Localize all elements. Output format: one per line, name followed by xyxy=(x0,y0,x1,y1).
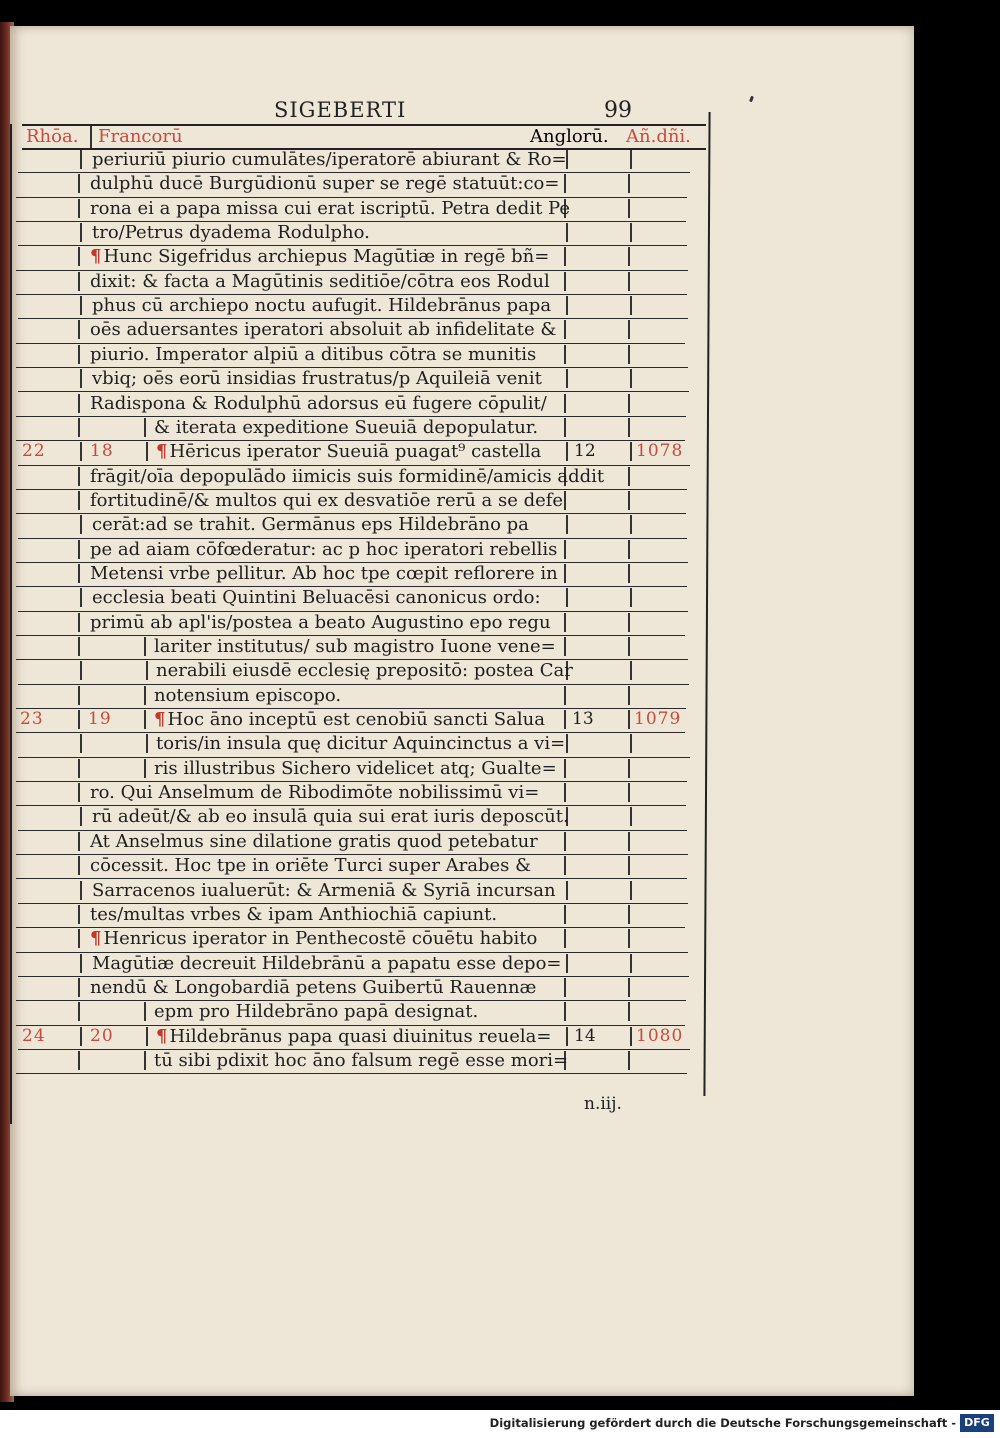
cell-rule xyxy=(628,394,630,413)
row-text xyxy=(90,563,558,585)
row-text xyxy=(154,636,556,658)
cell-rule xyxy=(144,759,146,778)
cell-rule xyxy=(566,588,568,607)
table-row xyxy=(16,781,686,806)
row-text-content: Hēricus iperator Sueuiā puagat⁹ castella xyxy=(169,441,542,463)
table-row xyxy=(18,586,688,611)
cell-rule xyxy=(628,929,630,948)
cell-rule xyxy=(78,418,80,437)
cell-rule xyxy=(564,1002,566,1021)
row-text-content: ris illustribus Sichero videlicet atq; Gualte= xyxy=(154,757,557,779)
cell-rule xyxy=(564,174,566,193)
table-row xyxy=(16,1000,685,1025)
row-text-content: tes/multas vrbes & ipam Anthiochiā capiunt. xyxy=(90,903,498,925)
row-text xyxy=(156,441,541,463)
cell-rule xyxy=(628,832,630,851)
row-text-content: & iterata expeditione Sueuiā depopulatur. xyxy=(154,416,539,438)
cell-rule xyxy=(628,418,630,437)
cell-rule xyxy=(564,613,566,632)
cell-rule xyxy=(146,661,148,680)
table-row xyxy=(16,927,688,952)
cell-rule xyxy=(78,491,80,510)
cell-rule xyxy=(78,345,80,364)
cell-rule xyxy=(628,1051,630,1070)
cell-rule xyxy=(78,686,80,705)
table-row xyxy=(18,805,687,830)
table-row xyxy=(18,294,688,319)
table-row xyxy=(16,197,686,222)
anno-domini: 1079 xyxy=(634,709,682,730)
cell-rule xyxy=(78,540,80,559)
table-row xyxy=(16,830,688,855)
cell-rule xyxy=(78,905,80,924)
table-row xyxy=(16,343,688,368)
row-text-content: Radispona & Rodulphū adorsus eū fugere cōpulit/ xyxy=(90,392,547,414)
row-text xyxy=(90,831,538,853)
row-text-content: fortitudinē/& multos qui ex desvatiōe rerū a se defe xyxy=(90,489,564,511)
cell-rule xyxy=(78,199,80,218)
row-text xyxy=(90,173,559,195)
table-row xyxy=(16,757,687,782)
cell-rule xyxy=(78,783,80,802)
running-title: SIGEBERTI xyxy=(274,98,407,122)
row-text xyxy=(92,587,541,609)
row-text-content: piurio. Imperator alpiū a ditibus cōtra se munitis xyxy=(90,343,537,365)
cell-rule xyxy=(564,637,566,656)
table-row xyxy=(16,1049,687,1074)
cell-rule xyxy=(628,978,630,997)
table-header xyxy=(22,124,706,150)
table-row xyxy=(18,367,689,392)
table-row xyxy=(18,221,687,246)
cell-rule xyxy=(566,369,568,388)
cell-rule xyxy=(144,1051,146,1070)
cell-rule xyxy=(628,467,630,486)
cell-rule xyxy=(628,613,630,632)
row-text-content: Hildebrānus papa quasi diuinitus reuela= xyxy=(169,1025,552,1047)
signature-mark: n.iij. xyxy=(584,1094,622,1114)
cell-rule xyxy=(564,856,566,875)
cell-rule xyxy=(78,174,80,193)
table-row xyxy=(16,245,688,270)
cell-rule xyxy=(80,150,82,169)
ink-speck xyxy=(749,96,754,103)
anglorum-year: 13 xyxy=(572,709,594,730)
header-anni-domini: Añ.dñi. xyxy=(626,126,691,147)
pilcrow-icon: ¶ xyxy=(90,246,102,268)
cell-rule xyxy=(564,832,566,851)
row-text xyxy=(154,1001,478,1023)
row-text xyxy=(90,466,604,488)
cell-rule xyxy=(630,807,632,826)
table-row xyxy=(18,879,688,904)
cell-rule xyxy=(78,272,80,291)
cell-rule xyxy=(628,1002,630,1021)
cell-rule xyxy=(564,783,566,802)
cell-rule xyxy=(78,929,80,948)
row-text-content: pe ad aiam cōfœderatur: ac p hoc iperatori rebellis xyxy=(90,538,558,560)
row-text xyxy=(156,660,573,682)
cell-rule xyxy=(630,1027,632,1046)
cell-rule xyxy=(146,442,148,461)
row-text-content: phus cū archiepo noctu aufugit. Hildebrānus papa xyxy=(92,295,552,317)
header-rhoa: Rhōa. xyxy=(26,126,79,147)
column-divider xyxy=(90,126,92,148)
cell-rule xyxy=(564,247,566,266)
row-text-content: Hunc Sigefridus archiepus Magūtiæ in regē bñ= xyxy=(103,246,550,268)
cell-rule xyxy=(566,442,568,461)
cell-rule xyxy=(630,661,632,680)
row-text xyxy=(92,295,551,317)
row-text-content: toris/in insula quę dicitur Aquincinctus a vi= xyxy=(156,733,566,755)
cell-rule xyxy=(78,247,80,266)
cell-rule xyxy=(628,247,630,266)
cell-rule xyxy=(78,1051,80,1070)
row-text xyxy=(90,246,549,268)
cell-rule xyxy=(564,564,566,583)
row-text xyxy=(92,514,529,536)
row-text xyxy=(90,319,556,341)
francorum-year: 20 xyxy=(90,1025,114,1046)
cell-rule xyxy=(630,588,632,607)
anglorum-year: 12 xyxy=(574,441,596,462)
row-text-content: lariter institutus/ sub magistro Iuone vene= xyxy=(154,636,556,657)
table-row xyxy=(16,489,686,514)
row-text-content: cōcessit. Hoc tpe in oriēte Turci super Arabes & xyxy=(90,855,532,877)
cell-rule xyxy=(80,369,82,388)
footer-bar xyxy=(0,1410,1000,1438)
cell-rule xyxy=(628,345,630,364)
row-text xyxy=(154,1050,568,1072)
table-row xyxy=(18,148,690,173)
row-text-content: At Anselmus sine dilatione gratis quod petebatur xyxy=(90,830,538,852)
row-text-content: nerabili eiusdē ecclesię prepositō: postea Car xyxy=(156,660,573,682)
cell-rule xyxy=(80,296,82,315)
cell-rule xyxy=(78,613,80,632)
row-text xyxy=(90,393,547,415)
cell-rule xyxy=(80,588,82,607)
cell-rule xyxy=(78,759,80,778)
row-text-content: Hoc āno inceptū est cenobiū sancti Salua xyxy=(167,709,545,731)
cell-rule xyxy=(564,272,566,291)
rhoa-year: 24 xyxy=(22,1025,46,1046)
cell-rule xyxy=(566,734,568,753)
cell-rule xyxy=(78,467,80,486)
cell-rule xyxy=(78,978,80,997)
anno-domini: 1080 xyxy=(636,1025,684,1046)
table-row xyxy=(18,440,690,465)
cell-rule xyxy=(628,759,630,778)
cell-rule xyxy=(80,807,82,826)
cell-rule xyxy=(564,345,566,364)
row-text-content: Henricus iperator in Penthecostē cōuētu habito xyxy=(103,928,538,950)
row-text-content: oēs aduersantes iperatori absoluit ab infidelitate & xyxy=(90,319,557,341)
row-text xyxy=(156,733,565,755)
cell-rule xyxy=(564,320,566,339)
row-text xyxy=(154,758,557,780)
row-text-content: ecclesia beati Quintini Beluacēsi canonicus ordo: xyxy=(92,587,541,609)
cell-rule xyxy=(564,710,566,729)
row-text xyxy=(154,417,538,439)
cell-rule xyxy=(630,734,632,753)
row-text xyxy=(92,880,556,902)
cell-rule xyxy=(628,320,630,339)
cell-rule xyxy=(564,929,566,948)
row-text xyxy=(90,490,563,512)
cell-rule xyxy=(566,515,568,534)
table-row xyxy=(16,562,687,587)
cell-rule xyxy=(628,686,630,705)
row-text xyxy=(90,977,536,999)
cell-rule xyxy=(628,272,630,291)
table-row xyxy=(16,976,686,1001)
row-text xyxy=(90,612,551,634)
cell-rule xyxy=(628,783,630,802)
cell-rule xyxy=(564,686,566,705)
cell-rule xyxy=(78,394,80,413)
cell-rule xyxy=(80,661,82,680)
cell-rule xyxy=(144,686,146,705)
pilcrow-icon: ¶ xyxy=(156,441,168,463)
cell-rule xyxy=(78,832,80,851)
cell-rule xyxy=(144,710,146,729)
cell-rule xyxy=(630,881,632,900)
cell-rule xyxy=(566,223,568,242)
cell-rule xyxy=(80,442,82,461)
cell-rule xyxy=(144,418,146,437)
cell-rule xyxy=(564,540,566,559)
row-text-content: nendū & Longobardiā petens Guibertū Rauennæ xyxy=(90,976,537,998)
cell-rule xyxy=(630,369,632,388)
row-text-content: Sarracenos iualuerūt: & Armeniā & Syriā incursan xyxy=(92,879,556,901)
cell-rule xyxy=(564,491,566,510)
row-text-content: primū ab apl'is/postea a beato Augustino epo regu xyxy=(90,611,551,633)
row-text-content: dulphū ducē Burgūdionū super se regē statuūt:co= xyxy=(90,173,560,195)
row-text xyxy=(90,198,570,220)
row-text-content: Metensi vrbe pellitur. Ab hoc tpe cœpit reflorere in xyxy=(90,562,558,584)
table-row xyxy=(16,684,686,709)
pilcrow-icon: ¶ xyxy=(154,709,166,731)
cell-rule xyxy=(144,1002,146,1021)
cell-rule xyxy=(566,881,568,900)
cell-rule xyxy=(628,856,630,875)
dfg-logo: DFG xyxy=(960,1414,994,1432)
cell-rule xyxy=(630,296,632,315)
rhoa-year: 23 xyxy=(20,709,44,730)
table-row xyxy=(16,172,687,197)
row-text-content: dixit: & facta a Magūtinis seditiōe/cōtra eos Rodul xyxy=(90,270,550,292)
cell-rule xyxy=(628,199,630,218)
cell-rule xyxy=(628,905,630,924)
row-text-content: Magūtiæ decreuit Hildebrānū a papatu esse depo= xyxy=(92,952,562,974)
cell-rule xyxy=(628,540,630,559)
cell-rule xyxy=(628,710,630,729)
anglorum-year: 14 xyxy=(574,1025,596,1046)
cell-rule xyxy=(80,515,82,534)
row-text-content: epm pro Hildebrāno papā designat. xyxy=(154,1001,479,1023)
cell-rule xyxy=(144,637,146,656)
table-row xyxy=(18,952,689,977)
cell-rule xyxy=(564,905,566,924)
header-francorum: Francorū xyxy=(98,126,183,147)
row-text xyxy=(90,782,539,804)
table-row xyxy=(16,392,686,417)
anno-domini: 1078 xyxy=(636,441,684,462)
row-text-content: notensium episcopo. xyxy=(154,684,342,706)
table-row xyxy=(16,708,685,733)
cell-rule xyxy=(146,734,148,753)
cell-rule xyxy=(564,418,566,437)
cell-rule xyxy=(78,320,80,339)
cell-rule xyxy=(80,1027,82,1046)
table-row xyxy=(18,659,689,684)
cell-rule xyxy=(80,954,82,973)
row-text xyxy=(92,368,542,390)
table-row xyxy=(16,270,687,295)
table-row xyxy=(18,1025,690,1050)
cell-rule xyxy=(628,637,630,656)
francorum-year: 18 xyxy=(90,441,114,462)
row-text-content: cerāt:ad se trahit. Germānus eps Hildebrāno pa xyxy=(92,514,529,536)
row-text xyxy=(90,904,497,926)
cell-rule xyxy=(630,150,632,169)
cell-rule xyxy=(80,881,82,900)
table-row xyxy=(16,538,688,563)
table-row xyxy=(16,465,687,490)
row-text-content: rū adeūt/& ab eo insulā quia sui erat iuris deposcūt. xyxy=(92,806,569,828)
cell-rule xyxy=(80,734,82,753)
cell-rule xyxy=(628,564,630,583)
table-row xyxy=(16,903,685,928)
cell-rule xyxy=(78,856,80,875)
cell-rule xyxy=(628,174,630,193)
cell-rule xyxy=(78,564,80,583)
header-anglorum: Anglorū. xyxy=(530,126,609,147)
cell-rule xyxy=(566,954,568,973)
cell-rule xyxy=(564,759,566,778)
cell-rule xyxy=(628,491,630,510)
cell-rule xyxy=(566,296,568,315)
rhoa-year: 22 xyxy=(22,441,46,462)
table-row xyxy=(18,732,690,757)
row-text-content: frāgit/oīa depopulādo iimicis suis formidinē/amicis addit xyxy=(90,465,605,487)
row-text-content: rona ei a papa missa cui erat iscriptū. Petra dedit Pe xyxy=(90,197,570,219)
page-number: 99 xyxy=(604,98,632,123)
cell-rule xyxy=(78,1002,80,1021)
row-text xyxy=(92,149,567,171)
cell-rule xyxy=(564,978,566,997)
row-text xyxy=(90,344,536,366)
row-text xyxy=(92,806,569,828)
cell-rule xyxy=(630,223,632,242)
cell-rule xyxy=(630,954,632,973)
pilcrow-icon: ¶ xyxy=(156,1025,168,1047)
row-text xyxy=(90,928,537,950)
row-text-content: vbiq; oēs eorū insidias frustratus/p Aquileiā venit xyxy=(92,368,542,390)
row-text xyxy=(90,855,531,877)
table-row xyxy=(16,318,685,343)
row-text-content: ro. Qui Anselmum de Ribodimōte nobilissimū vi= xyxy=(90,782,540,804)
row-text-content: tū sibi pdixit hoc āno falsum regē esse mori= xyxy=(154,1049,569,1071)
cell-rule xyxy=(630,515,632,534)
row-text xyxy=(90,539,557,561)
footer-credit: Digitalisierung gefördert durch die Deutsche Forschungsgemeinschaft - xyxy=(489,1416,956,1430)
row-text xyxy=(92,953,562,975)
row-text-content: tro/Petrus dyadema Rodulpho. xyxy=(92,222,370,244)
table-row xyxy=(16,854,687,879)
cell-rule xyxy=(630,442,632,461)
cell-rule xyxy=(564,394,566,413)
row-text-content: periuriū piurio cumulātes/iperatorē abiurant & Ro= xyxy=(92,149,567,170)
row-text xyxy=(154,709,545,731)
cell-rule xyxy=(80,223,82,242)
row-text xyxy=(156,1026,551,1048)
table-row xyxy=(18,513,687,538)
row-text xyxy=(90,271,550,293)
cell-rule xyxy=(78,710,80,729)
frame-left-rule xyxy=(10,124,12,1124)
row-text xyxy=(92,222,370,244)
cell-rule xyxy=(78,637,80,656)
cell-rule xyxy=(566,1027,568,1046)
table-row xyxy=(16,416,685,441)
pilcrow-icon: ¶ xyxy=(90,928,102,950)
row-text xyxy=(154,685,341,707)
francorum-year: 19 xyxy=(88,709,112,730)
table-row xyxy=(16,611,685,636)
table-row xyxy=(16,635,688,660)
cell-rule xyxy=(146,1027,148,1046)
